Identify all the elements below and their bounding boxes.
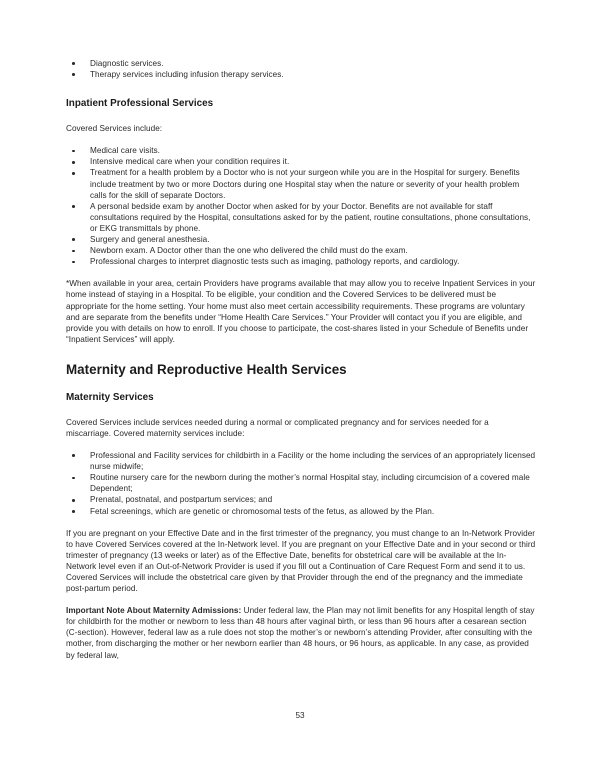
vertical-spacer: [66, 378, 536, 391]
list-item: Intensive medical care when your condition requires it.: [66, 156, 536, 167]
list-item: Therapy services including infusion therapy services.: [66, 69, 536, 80]
important-note-maternity-admissions-lead: Important Note About Maternity Admissions:: [66, 606, 242, 616]
heading-maternity-reproductive-health-services: Maternity and Reproductive Health Services: [66, 361, 347, 377]
covered-services-include-intro: Covered Services include:: [66, 124, 163, 134]
page-number: 53: [295, 711, 305, 720]
vertical-spacer: [66, 134, 536, 145]
list-item: Fetal screenings, which are genetic or chromosomal tests of the fetus, as allowed by the Plan.: [66, 506, 536, 517]
inpatient-professional-bullets: [66, 145, 536, 267]
list-item: Medical care visits.: [66, 145, 536, 156]
home-inpatient-services-footnote: *When available in your area, certain Providers have programs available that may allow you to receive Inpatient Services in your home instead of staying in a Hospital. To be eligible, your condition and the Covered Services to be delivered must be appropriate for the home setting. Your home must also meet certain accessibility requirements. These programs are voluntary and are separate from the benefits under “Home Health Care Services.” Your Provider will contact you if you are eligible, and provide you with details on how to enroll. If you choose to participate, the cost-shares listed in your Schedule of Benefits under “Inpatient Services” will apply.: [66, 279, 536, 344]
vertical-spacer: [66, 439, 536, 450]
document-body: [66, 58, 536, 661]
important-note-maternity-admissions-text: Under federal law, the Plan may not limit benefits for any Hospital length of stay for childbirth for the mother or newborn to less than 48 hours after vaginal birth, or less than 96 hours after a cesarean section (C-section). However, federal law as a rule does not stop the mother’s or newborn’s attending Provider, after consulting with the mother, from discharging the mother or her newborn earlier than 48 hours, or 96 hours, as applicable. In any case, as provided by federal law,: [66, 606, 535, 660]
diagnostic-therapy-bullets: [66, 58, 536, 80]
vertical-spacer: [66, 345, 536, 362]
list-item: Routine nursery care for the newborn during the mother’s normal Hospital stay, including circumcision of a covered male Dependent;: [66, 472, 536, 494]
list-item: Professional charges to interpret diagnostic tests such as imaging, pathology reports, and cardiology.: [66, 256, 536, 267]
vertical-spacer: [66, 110, 536, 123]
vertical-spacer: [66, 404, 536, 417]
heading-maternity-services: Maternity Services: [66, 391, 154, 403]
list-item: Newborn exam. A Doctor other than the one who delivered the child must do the exam.: [66, 245, 536, 256]
maternity-covered-services-intro: Covered Services include services needed during a normal or complicated pregnancy and for services needed for a miscarriage. Covered maternity services include:: [66, 417, 489, 438]
important-note-maternity-admissions: [66, 605, 536, 660]
vertical-spacer: [66, 80, 536, 97]
list-item: Prenatal, postnatal, and postpartum services; and: [66, 494, 536, 505]
list-item: Treatment for a health problem by a Doctor who is not your surgeon while you are in the Hospital for surgery. Benefits include treatment by two or more Doctors during one Hospital stay when the nature or severity of your health problem calls for the skill of separate Doctors.: [66, 167, 536, 200]
list-item: A personal bedside exam by another Doctor when asked for by your Doctor. Benefits are not available for staff consultations required by the Hospital, consultations asked for by the patient, routine consultations, phone consultations, or EKG transmittals by phone.: [66, 201, 536, 234]
list-item: Surgery and general anesthesia.: [66, 234, 536, 245]
list-item: Diagnostic services.: [66, 58, 536, 69]
pregnant-effective-date-paragraph: If you are pregnant on your Effective Date and in the first trimester of the pregnancy, you must change to an In-Network Provider to have Covered Services covered at the In-Network level. If you are pregnant on your Effective Date and in your second or third trimester of pregnancy (13 weeks or later) as of the Effective Date, benefits for obstetrical care will be available at the In-Network level even if an Out-of-Network Provider is used if you fill out a Continuation of Care Request Form and send it to us. Covered Services will include the obstetrical care given by that Provider through the end of the pregnancy and the immediate post-partum period.: [66, 528, 536, 594]
vertical-spacer: [66, 267, 536, 278]
vertical-spacer: [66, 517, 536, 528]
list-item: Professional and Facility services for childbirth in a Facility or the home including the services of an appropriately licensed nurse midwife;: [66, 450, 536, 472]
maternity-services-bullets: [66, 450, 536, 517]
heading-inpatient-professional-services: Inpatient Professional Services: [66, 98, 214, 110]
vertical-spacer: [66, 594, 536, 605]
